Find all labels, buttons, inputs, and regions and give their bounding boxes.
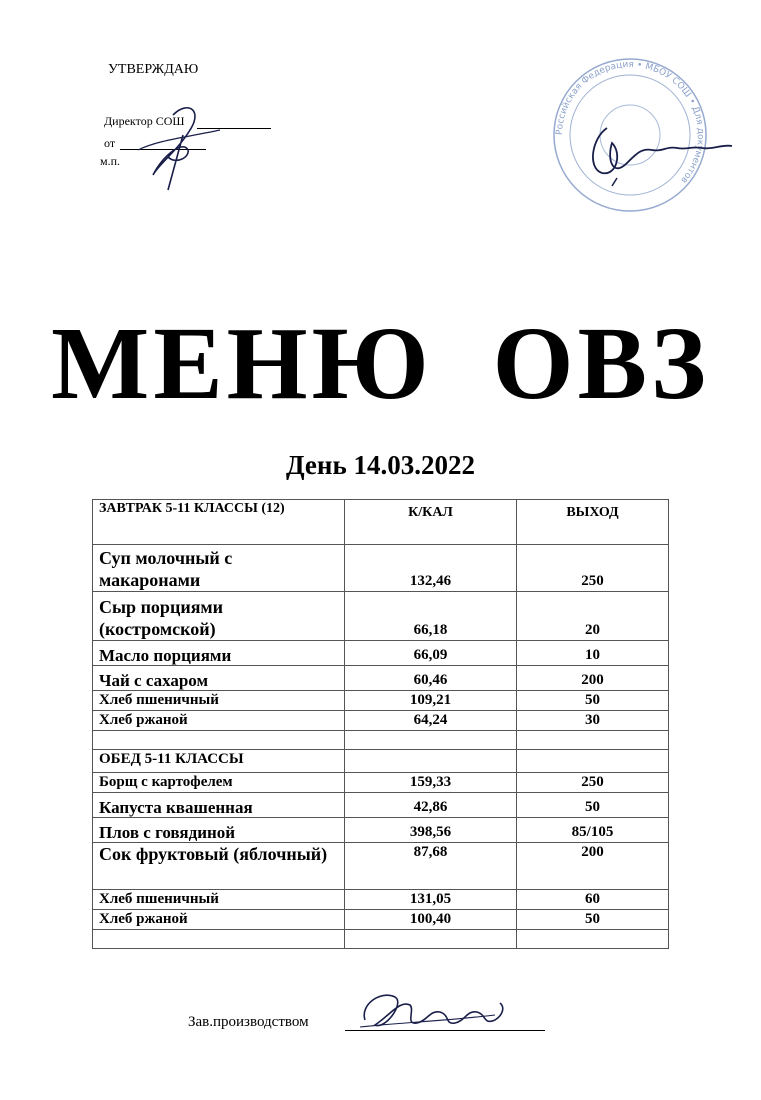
dish-output: 50 [517, 793, 669, 818]
table-row [93, 773, 669, 793]
seal-place-label: м.п. [100, 154, 121, 168]
table-row [93, 890, 669, 910]
table-row-empty [93, 930, 669, 949]
dish-name: Хлеб пшеничный [93, 691, 345, 711]
dish-kcal: 66,18 [345, 592, 517, 641]
header-output: ВЫХОД [517, 500, 669, 545]
dish-kcal: 42,86 [345, 793, 517, 818]
dish-kcal: 66,09 [345, 641, 517, 666]
table-row [93, 666, 669, 691]
dish-name: Суп молочный с макаронами [93, 545, 345, 592]
dish-kcal: 64,24 [345, 711, 517, 731]
director-label: Директор СОШ [104, 114, 185, 128]
production-signature [355, 985, 515, 1040]
dish-kcal: 131,05 [345, 890, 517, 910]
dish-kcal: 398,56 [345, 818, 517, 843]
dish-name: Плов с говядиной [93, 818, 345, 843]
dish-kcal: 100,40 [345, 910, 517, 930]
dish-name: Чай с сахаром [93, 666, 345, 691]
table-row [93, 818, 669, 843]
dish-output: 200 [517, 843, 669, 890]
dish-output: 250 [517, 545, 669, 592]
table-row [93, 793, 669, 818]
table-row [93, 641, 669, 666]
dish-name: Хлеб ржаной [93, 711, 345, 731]
dish-output: 85/105 [517, 818, 669, 843]
dish-output: 20 [517, 592, 669, 641]
dish-output: 10 [517, 641, 669, 666]
from-label: от [104, 136, 116, 150]
dish-name: Сок фруктовый (яблочный) [93, 843, 345, 890]
dish-name: Хлеб пшеничный [93, 890, 345, 910]
lunch-section-row [93, 750, 669, 773]
dish-name: Борщ с картофелем [93, 773, 345, 793]
table-row [93, 691, 669, 711]
table-header-row [93, 500, 669, 545]
menu-date: День 14.03.2022 [286, 450, 475, 480]
table-row [93, 545, 669, 592]
dish-output: 60 [517, 890, 669, 910]
dish-kcal: 159,33 [345, 773, 517, 793]
dish-output: 200 [517, 666, 669, 691]
dish-name: Масло порциями [93, 641, 345, 666]
header-breakfast: ЗАВТРАК 5-11 КЛАССЫ (12) [93, 500, 345, 545]
table-row [93, 592, 669, 641]
dish-name: Капуста квашенная [93, 793, 345, 818]
dish-kcal: 132,46 [345, 545, 517, 592]
dish-name: Сыр порциями (костромской) [93, 592, 345, 641]
table-row [93, 843, 669, 890]
approval-title: УТВЕРЖДАЮ [108, 62, 199, 77]
page-title: МЕНЮ ОВЗ [51, 306, 710, 421]
header-kcal: К/КАЛ [345, 500, 517, 545]
dish-output: 250 [517, 773, 669, 793]
table-row [93, 711, 669, 731]
table-row-empty [93, 731, 669, 750]
stamp-signature [582, 118, 742, 188]
dish-output: 50 [517, 691, 669, 711]
director-signature [128, 95, 228, 195]
dish-kcal: 87,68 [345, 843, 517, 890]
table-row [93, 910, 669, 930]
dish-kcal: 109,21 [345, 691, 517, 711]
lunch-section-title: ОБЕД 5-11 КЛАССЫ [93, 750, 345, 773]
dish-output: 50 [517, 910, 669, 930]
menu-table [92, 499, 669, 949]
stamp-text: Российская Федерация • МБОУ СОШ • Для документов [554, 59, 706, 185]
dish-name: Хлеб ржаной [93, 910, 345, 930]
production-manager-label: Зав.производством [188, 1014, 309, 1030]
dish-kcal: 60,46 [345, 666, 517, 691]
dish-output: 30 [517, 711, 669, 731]
